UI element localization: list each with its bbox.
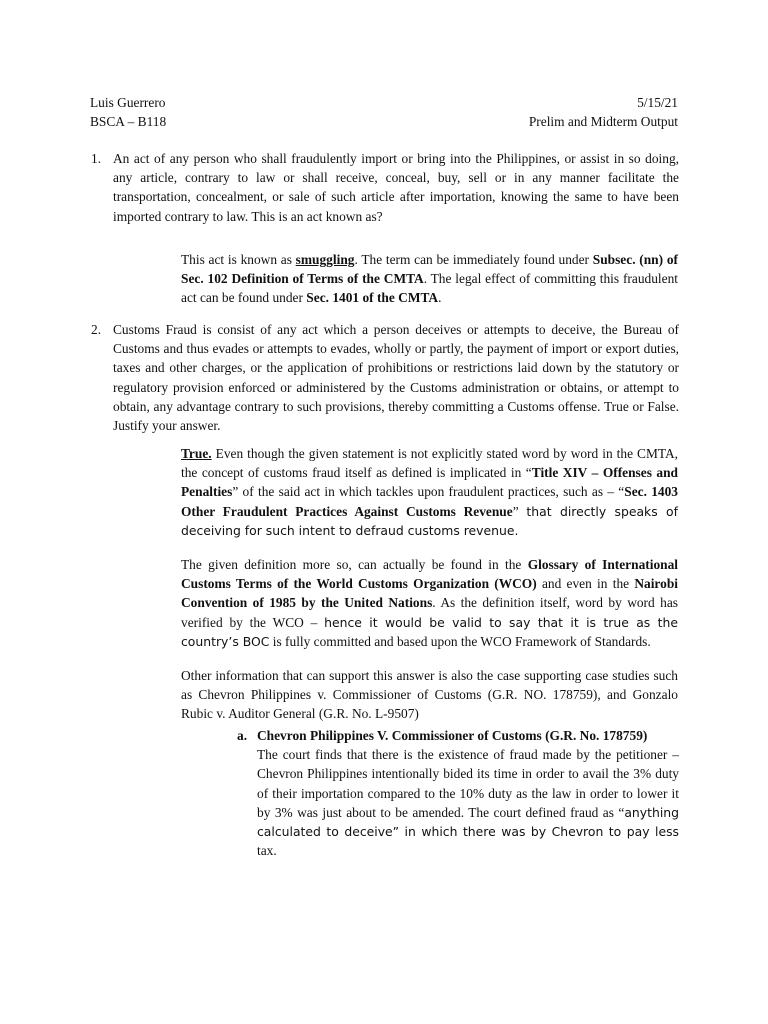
student-name: Luis Guerrero [90, 95, 166, 110]
question-2 [91, 320, 679, 435]
answer-term: smuggling [295, 252, 355, 267]
case-study-a [237, 726, 679, 860]
answer-text: Even though the given statement is not explicitly stated word by word in the CMTA, the concept of customs fraud itself as defined is implicated in “ [181, 446, 678, 481]
answer-reference: Nairobi Convention of 1985 by the United Nations [181, 576, 678, 611]
answer-2 [181, 444, 678, 739]
answer-text: . The legal effect of committing this fraudulent act can be found under [181, 271, 678, 306]
class-code: BSCA – B118 [90, 114, 167, 129]
case-title: Chevron Philippines V. Commissioner of Customs (G.R. No. 178759) [257, 728, 648, 743]
case-body [257, 726, 679, 860]
question-number: 1. [91, 151, 102, 166]
answer-text: hence it would be valid to say that it is true as the country’s BOC [181, 614, 678, 649]
answer-reference: Sec. 1401 of the CMTA [306, 290, 439, 306]
answer-paragraph-cases: Other information that can support this answer is also the case supporting case studies such as Chevron Philippines v. Commissioner of Customs (G.R. NO. 178759), and Gonzalo Rubic v. Auditor General (G.R. No. L-9507) [181, 668, 678, 722]
answer-text: . The term can be immediately found under [354, 252, 593, 267]
answer-text: that directly speaks of deceiving for such intent to defraud customs revenue. [181, 503, 678, 538]
question-1 [91, 149, 679, 226]
answer-text: The given definition more so, can actually be found in the [181, 557, 528, 573]
answer-reference: Glossary of International Customs Terms of the World Customs Organization (WCO) [181, 557, 678, 592]
answer-text: ” [512, 503, 527, 519]
document-date: 5/15/21 [637, 95, 678, 110]
answer-reference: Title XIV – Offenses and Penalties [181, 465, 679, 500]
answer-text: . [438, 290, 442, 306]
question-text: Customs Fraud is consist of any act which a person deceives or attempts to deceive, the Bureau of Customs and thus evades or attempts to evades, wholly or partly, the payment of import or export duties, taxes and other charges, or the application of prohibitions or restrictions laid down by the statutory or regulatory provision enforced or administered by the Customs administration or obtains, or attempt to obtain, any advantage contrary to such provisions, thereby committing a Customs offense. True or False. Justify your answer. [113, 322, 679, 434]
answer-paragraph-definition [181, 555, 678, 651]
answer-text: This act is known as [181, 252, 296, 267]
case-text: anything calculated to deceive” in which there was by Chevron to pay less [257, 804, 679, 840]
answer-reference: Sec. 1403 Other Fraudulent Practices Against Customs Revenue [181, 484, 678, 519]
case-letter: a. [237, 728, 248, 743]
case-text: tax. [257, 843, 277, 859]
answer-text: and even in the [536, 576, 635, 592]
question-text: An act of any person who shall fraudulently import or bring into the Philippines, or assist in so doing, any article, contrary to law or shall receive, conceal, buy, sell or in any manner facilitate the transportation, concealment, or sale of such article after importation, knowing the same to have been imported contrary to law. This is an act known as? [113, 151, 679, 224]
answer-text: is fully committed and based upon the WCO Framework of Standards. [269, 633, 651, 649]
answer-paragraph [181, 250, 678, 308]
answer-paragraph-verdict [181, 444, 678, 540]
answer-verdict: True. [181, 446, 212, 461]
answer-text: . As the definition itself, word by word has verified by the WCO – [181, 595, 678, 630]
document-title: Prelim and Midterm Output [528, 114, 678, 129]
answer-1 [181, 250, 678, 323]
header-right [529, 93, 678, 131]
answer-reference: Subsec. (nn) of Sec. 102 Definition of Terms of the CMTA [181, 252, 678, 287]
answer-text: ” of the said act in which tackles upon fraudulent practices, such as – “ [232, 484, 625, 500]
question-number: 2. [91, 322, 102, 337]
case-text: The court finds that there is the existence of fraud made by the petitioner – Chevron Philippines intentionally bided its time in order to avail the 3% duty of their importation compared to the 10% duty as the law in order to lower it by 3% was just about to be amended. The court defined fraud as “ [257, 747, 679, 820]
header-left [90, 93, 166, 131]
